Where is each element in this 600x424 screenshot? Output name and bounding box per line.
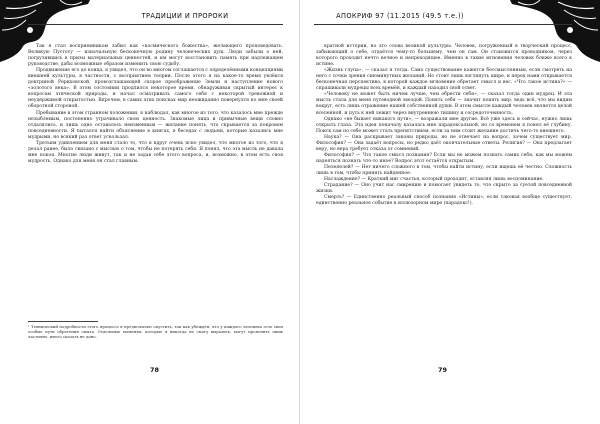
page-body: [316, 44, 572, 207]
paragraph: Пелепелей? — Нет ничего сложного в том, чтобы найти истину, если ищешь её честно. Сложность лишь в том, чтобы принять найденное.: [316, 164, 572, 176]
paragraph: Третьим удивлением для меня стало то, что я вдруг очень ясно увидел, что многое из того, что я делал ранее, было связано с мыслью о том, чтобы не потерять себя. Я понял, что эта мысль не давала мне покоя. Многие люди живут, так и не задав себе этого вопроса, и, возможно, в этом есть своя мудрость. Однако для меня он стал главным.: [28, 140, 283, 164]
paragraph: «Жизнь глупа», — сказал я тогда. Само существование кажется бессмысленным, если смотреть на него с точки зрения сиюминутных желаний. Но стоит лишь взглянуть шире, и перед нами открывается бесконечная перспектива, в которой каждое мгновение обретает смысл и вес. «Что такое истина?» — спрашивали мудрецы всех времён, и каждый находил свой ответ.: [316, 68, 572, 92]
page-body: [28, 44, 283, 165]
paragraph: Наслаждение? — Краткий миг счастья, который проходит, оставляя лишь воспоминание.: [324, 177, 544, 183]
header-divider: [314, 24, 572, 25]
running-head: ТРАДИЦИИ И ПРОРОКИ: [141, 12, 229, 20]
footnote-divider: [28, 321, 98, 322]
paragraph: Пребывание в этом странном положении, я наблюдал, как многое из того, что казалось мне прежде незыблемым, постепенно утрачивало свою ценность. Знакомые лица и привычные вещи словно отдалялись, и лишь одно оставалось неизменным — желание понять, что скрывается за покровом повседневности. Я пытался найти объяснение в книгах, в беседах с людьми, которые казались мне мудрыми, но всякий раз ответ ускользал.: [28, 110, 283, 140]
paragraph: кратной истории, но это слова великой культуры. Человек, погруженный в творческий процесс, забывающий о себе, отдаётся чему-то большему, чем он сам. Он становится проводником, через которого проходит нечто вечное и непреходящее. Именно в такие мгновения человек ближе всего к истине.: [316, 44, 572, 68]
header-divider: [28, 24, 283, 25]
paragraph: «Человеку не может быть ничем лучше, чем обрести себя», — сказал тогда один мудрец. И эта мысль стала для меня путеводной звездой. Понять себя — значит понять мир, ведь всё, что мы видим вокруг, есть лишь отражение нашей собственной души. В этом смысле каждый человек является целой вселенной, и путь к ней лежит через внутреннюю тишину и сосредоточенность.: [316, 92, 572, 116]
right-page: [300, 0, 600, 424]
paragraph: Смерть? — Единственно реальный способ познания «Истины», если таковая вообще существует, единственно реальное событие в иллюзорном мире (парадокс!).: [316, 195, 572, 207]
paragraph: Философия? — Что такое смысл познания? Если мы не можем познать самих себя, как мы можем надеяться познать что-то иное? Вопрос этот остаётся открытым.: [316, 152, 572, 164]
running-head: АПОКРИФ 97 (11.2015 (49.5 т.е.)): [336, 12, 464, 20]
paragraph: Страдание? — Оно учит нас смирению и помогает увидеть то, что скрыто за суетой повседневной жизни.: [316, 183, 572, 195]
footnote: [28, 324, 283, 340]
footnote-text: ¹ Технический подробности этого процесса я предпочитаю опустить, так как убеждён, что у каждого человека есть свои особые пути обретения опыта. Отдельные моменты, которые я никогда не смогу выразить, могут прояснить лишь частично, иного сказать не дано.: [28, 324, 283, 340]
paragraph: Продвижение его до конца, я увидел, что он во многом соглашается с определёнными концепциями внешней культуры, в частности, с восприятием теории. После этого я на какое-то время увлёкся доктриной Рериховской, провозглашающей скорое преображение Земли и наступление нового «золотого века». В этом состоянии продлился некоторое время, обнаруживая скрытый интерес к вопросам этической природы, и начал осматривать самого себя с некоторой тревожной и неудержимой открытостью. Впрочем, в самих этих поисках мир неожиданно повернулся ко мне своей оборотной стороной.: [28, 68, 283, 110]
page-number: 79: [438, 366, 447, 374]
paragraph: Так я стал восприемником забил как «космического божества», желающего проповедовать. Великую Пустоту — изначальную бесконечную родину человеческих душ. Люди забыли о ней, погрузившись в призы материальных ценностей, и им могут восстановить память при надлежащем руководстве, дабы возможные образом изменить свою судьбу.: [28, 44, 283, 68]
page-number: 78: [150, 366, 159, 374]
paragraph: Однако «не бывает никакого пути», — возражали мне другие. Всё уже здесь и сейчас, нужно лишь открыть глаза. Эта идея поначалу казалась мне парадоксальной, но со временем я понял её глубину. Поиск сам по себе может стать препятствием, если за ним стоит желание достичь чего-то внешнего.: [316, 116, 572, 134]
paragraph: Наука? — Она раскрывает законы природы, но не отвечает на вопрос, зачем существует мир. Философия? — Она задаёт вопросы, но редко даёт окончательные ответы. Религия? — Она предлагает веру, но вера требует отказа от сомнений.: [316, 134, 572, 152]
